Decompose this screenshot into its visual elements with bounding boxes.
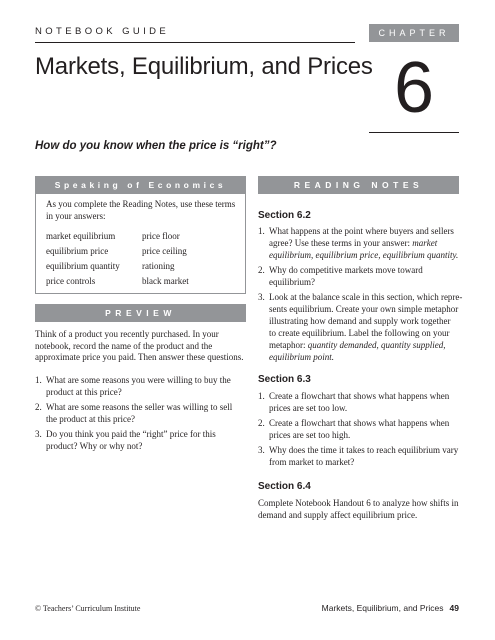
item-number: 3.: [258, 445, 265, 455]
term-item: market equilibrium: [46, 231, 116, 241]
item-text-line: the product at this price?: [46, 414, 135, 424]
item-text-line: from market to market?: [269, 457, 355, 467]
preview-intro: Think of a product you recently purchased. In your notebook, record the name of the product and the approximate price you paid. Then answer these questions.: [35, 329, 244, 362]
item-text-part: metaphor:: [269, 340, 308, 350]
item-text-line: equilibrium, equilibrium price, equilibrium quantity.: [269, 250, 459, 260]
item-number: 1.: [258, 391, 265, 401]
item-number: 1.: [258, 226, 265, 236]
chapter-rule: [369, 132, 459, 133]
term-item: black market: [142, 276, 189, 286]
speaking-box: [35, 194, 246, 294]
preview-heading: PREVIEW: [105, 308, 176, 318]
item-text-part: market: [412, 238, 438, 248]
reading-item: [258, 391, 463, 415]
item-number: 3.: [258, 292, 265, 302]
item-text-line: What are some reasons you were willing to buy the: [46, 375, 231, 385]
item-number: 2.: [35, 402, 42, 412]
preview-item: [35, 429, 246, 453]
term-item: equilibrium quantity: [46, 261, 120, 271]
notebook-guide-label: NOTEBOOK GUIDE: [35, 26, 170, 37]
item-text-line: Why does the time it takes to reach equilibrium vary: [269, 445, 459, 455]
item-text-line: equilibrium?: [269, 277, 315, 287]
item-text-line: What are some reasons the seller was willing to sell: [46, 402, 233, 412]
reading-item: [258, 265, 463, 289]
essential-question: How do you know when the price is “right”?: [35, 140, 277, 152]
reading-item: [258, 292, 463, 364]
item-text-line: sents equilibrium. Create your own simple metaphor: [269, 304, 459, 314]
paragraph-line: Complete Notebook Handout 6 to analyze how shifts in: [258, 498, 459, 508]
speaking-heading: Speaking of Economics: [54, 180, 227, 190]
reading-item: [258, 418, 463, 442]
item-number: 2.: [258, 418, 265, 428]
term-item: price ceiling: [142, 246, 187, 256]
page-title: Markets, Equilibrium, and Prices: [35, 53, 373, 80]
item-text-line: What happens at the point where buyers and sellers: [269, 226, 454, 236]
speaking-intro: As you complete the Reading Notes, use these terms in your answers:: [46, 199, 236, 221]
reading-notes-heading: READING NOTES: [293, 180, 424, 190]
item-text-line: equilibrium point.: [269, 352, 334, 362]
paragraph-line: demand and supply affect equilibrium price.: [258, 510, 418, 520]
reading-item: [258, 445, 463, 469]
preview-header-bar: [35, 304, 246, 322]
item-text-line: prices are set too low.: [269, 403, 348, 413]
header-rule: [35, 42, 355, 43]
item-text-line: Look at the balance scale in this section, which repre-: [269, 292, 463, 302]
item-text-line: to create equilibrium. Label the following on your: [269, 328, 450, 338]
item-text-line: Why do competitive markets move toward: [269, 265, 423, 275]
item-text-line: Create a flowchart that shows what happens when: [269, 391, 450, 401]
item-text-part: agree? Use these terms in your answer:: [269, 238, 413, 248]
running-footer: [322, 603, 459, 613]
item-text-line: illustrating how demand and supply work together: [269, 316, 451, 326]
item-text-line: [269, 340, 445, 352]
reading-notes-header-bar: [258, 176, 459, 194]
chapter-tab: [369, 24, 459, 42]
item-text-part: quantity demanded, quantity supplied,: [307, 340, 446, 350]
item-text-line: Create a flowchart that shows what happens when: [269, 418, 450, 428]
item-text-line: product at this price?: [46, 387, 122, 397]
speaking-header-bar: [35, 176, 246, 194]
page-number: 49: [449, 603, 459, 613]
running-title: Markets, Equilibrium, and Prices: [321, 603, 444, 613]
reading-item: [258, 226, 463, 262]
term-item: rationing: [142, 261, 175, 271]
reading-paragraph: [258, 498, 463, 522]
item-number: 2.: [258, 265, 265, 275]
term-item: price floor: [142, 231, 180, 241]
preview-item: [35, 402, 246, 426]
item-text-line: product? Why or why not?: [46, 441, 143, 451]
section-heading: Section 6.2: [258, 210, 311, 221]
term-item: equilibrium price: [46, 246, 109, 256]
item-text-line: [269, 238, 437, 250]
item-text-line: Do you think you paid the “right” price for this: [46, 429, 216, 439]
section-heading: Section 6.4: [258, 481, 311, 492]
chapter-number: 6: [393, 48, 435, 128]
chapter-label: CHAPTER: [378, 28, 450, 38]
term-item: price controls: [46, 276, 96, 286]
preview-item: [35, 375, 246, 399]
section-heading: Section 6.3: [258, 374, 311, 385]
copyright-notice: © Teachers’ Curriculum Institute: [35, 604, 141, 613]
item-number: 1.: [35, 375, 42, 385]
item-number: 3.: [35, 429, 42, 439]
item-text-line: prices are set too high.: [269, 430, 351, 440]
